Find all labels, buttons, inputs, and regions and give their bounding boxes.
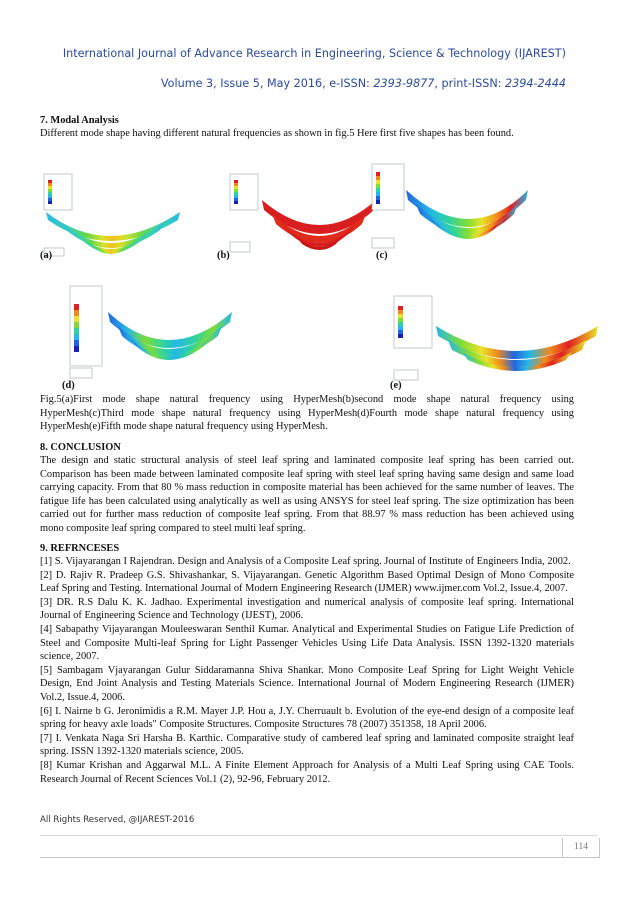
figure-label-b: (b) bbox=[217, 250, 230, 261]
section-7-heading: 7. Modal Analysis bbox=[40, 115, 119, 126]
reference-list bbox=[40, 555, 574, 786]
page-number-underline bbox=[40, 857, 562, 858]
reference-item: [5] Sambagam Vjayarangan Gulur Siddaramanna Shiva Shankar. Mono Composite Leaf Spring for Light Weight Vehicle Design, End Joint Analysis and Testing Materials Science. International Journal of Modern Engineering Research (IJMER) Vol.2, Issue.4, 2006. bbox=[40, 664, 574, 703]
section-8-heading: 8. CONCLUSION bbox=[40, 442, 121, 453]
reference-item: [6] I. Nairne b G. Jeronimidis a R.M. Mayer J.P. Hou a, J.Y. Cherruault b. Evolution of the eye-end design of a composite leaf spring for heavy axle loads" Composite Structures. Composite Structures 78 (2007) 351358, 18 April 2006. bbox=[40, 705, 574, 731]
figure-label-a: (a) bbox=[40, 250, 53, 261]
figure-label-d: (d) bbox=[62, 380, 75, 391]
figure-b-mode-shape bbox=[228, 170, 378, 260]
reference-item: [8] Kumar Krishan and Aggarwal M.L. A Finite Element Approach for Analysis of a Multi Leaf Spring using CAE Tools. Research Journal of Recent Sciences Vol.1 (2), 92-96, February 2012. bbox=[40, 759, 574, 785]
figure-5-caption: Fig.5(a)First mode shape natural frequency using HyperMesh(b)second mode shape natural frequency using HyperMesh(c)Third mode shape natural frequency using HyperMesh(d)Fourth mode shape natural frequency using HyperMesh(e)Fifth mode shape natural frequency using HyperMesh. bbox=[40, 394, 574, 433]
reference-item: [3] DR. R.S Dalu K. K. Jadhao. Experimental investigation and numerical analysis of composite leaf spring. International Journal of Engineering Science and Technology (IJEST), 2006. bbox=[40, 596, 574, 622]
figure-c-mode-shape bbox=[370, 160, 530, 260]
section-9-heading: 9. REFRNCESES bbox=[40, 543, 120, 554]
reference-item: [2] D. Rajiv R. Pradeep G.S. Shivashankar, S. Vijayarangan. Genetic Algorithm Based Optimal Design of Mono Composite Leaf Spring and Testing. International Journal of Modern Engineering Research (IJMER) www.ijmer.com Vol.2, Issue.4, 2007. bbox=[40, 569, 574, 595]
journal-volume: Volume 3, Issue 5, May 2016, e-ISSN: 2393-9877, print-ISSN: 2394-2444 bbox=[160, 77, 566, 90]
reference-item: [1] S. Vijayarangan I Rajendran. Design and Analysis of a Composite Leaf spring. Journal of Institute of Engineers India, 2002. bbox=[40, 556, 571, 567]
footer-divider bbox=[40, 835, 598, 836]
figure-d-mode-shape bbox=[68, 282, 238, 387]
reference-item: [7] I. Venkata Naga Sri Harsha B. Karthic. Comparative study of cambered leaf spring and laminated composite straight leaf spring. ISSN 1392-1320 materials science, 2005. bbox=[40, 732, 574, 758]
figure-label-e: (e) bbox=[390, 380, 402, 391]
section-8-text: The design and static structural analysis of steel leaf spring and laminated composite leaf spring has been carried out. Comparison has been made between laminated composite leaf spring with steel leaf spring having same design and same load carrying capacity. From that 80 % mass reduction in composite material has been achieved for the same number of leaves. The fatigue life has been calculated using analytically as well as using ANSYS for steel leaf spring. The size optimization has been carried out for further mass reduction of composite leaf spring. From that 88.97 % mass reduction has been achieved using mono composite leaf spring compared to steel multi leaf spring. bbox=[40, 455, 574, 534]
reference-item: [4] Sabapathy Vijayarangan Mouleeswaran Senthil Kumar. Analytical and Experimental Studies on Fatigue Life Prediction of Steel and Composite Multi-leaf Spring for Light Passenger Vehicles Using Life Data Analysis. ISSN 1392-1320 materials science, 2007. bbox=[40, 623, 574, 663]
figure-a-mode-shape bbox=[38, 170, 188, 260]
page-number: 114 bbox=[562, 838, 600, 858]
figure-e-mode-shape bbox=[392, 292, 602, 387]
figure-label-c: (c) bbox=[376, 250, 388, 261]
journal-title: International Journal of Advance Research in Engineering, Science & Technology (IJAREST) bbox=[62, 47, 566, 60]
section-7-intro: Different mode shape having different natural frequencies as shown in fig.5 Here first five shapes has been found. bbox=[40, 128, 514, 139]
footer-rights: All Rights Reserved, @IJAREST-2016 bbox=[40, 815, 195, 825]
